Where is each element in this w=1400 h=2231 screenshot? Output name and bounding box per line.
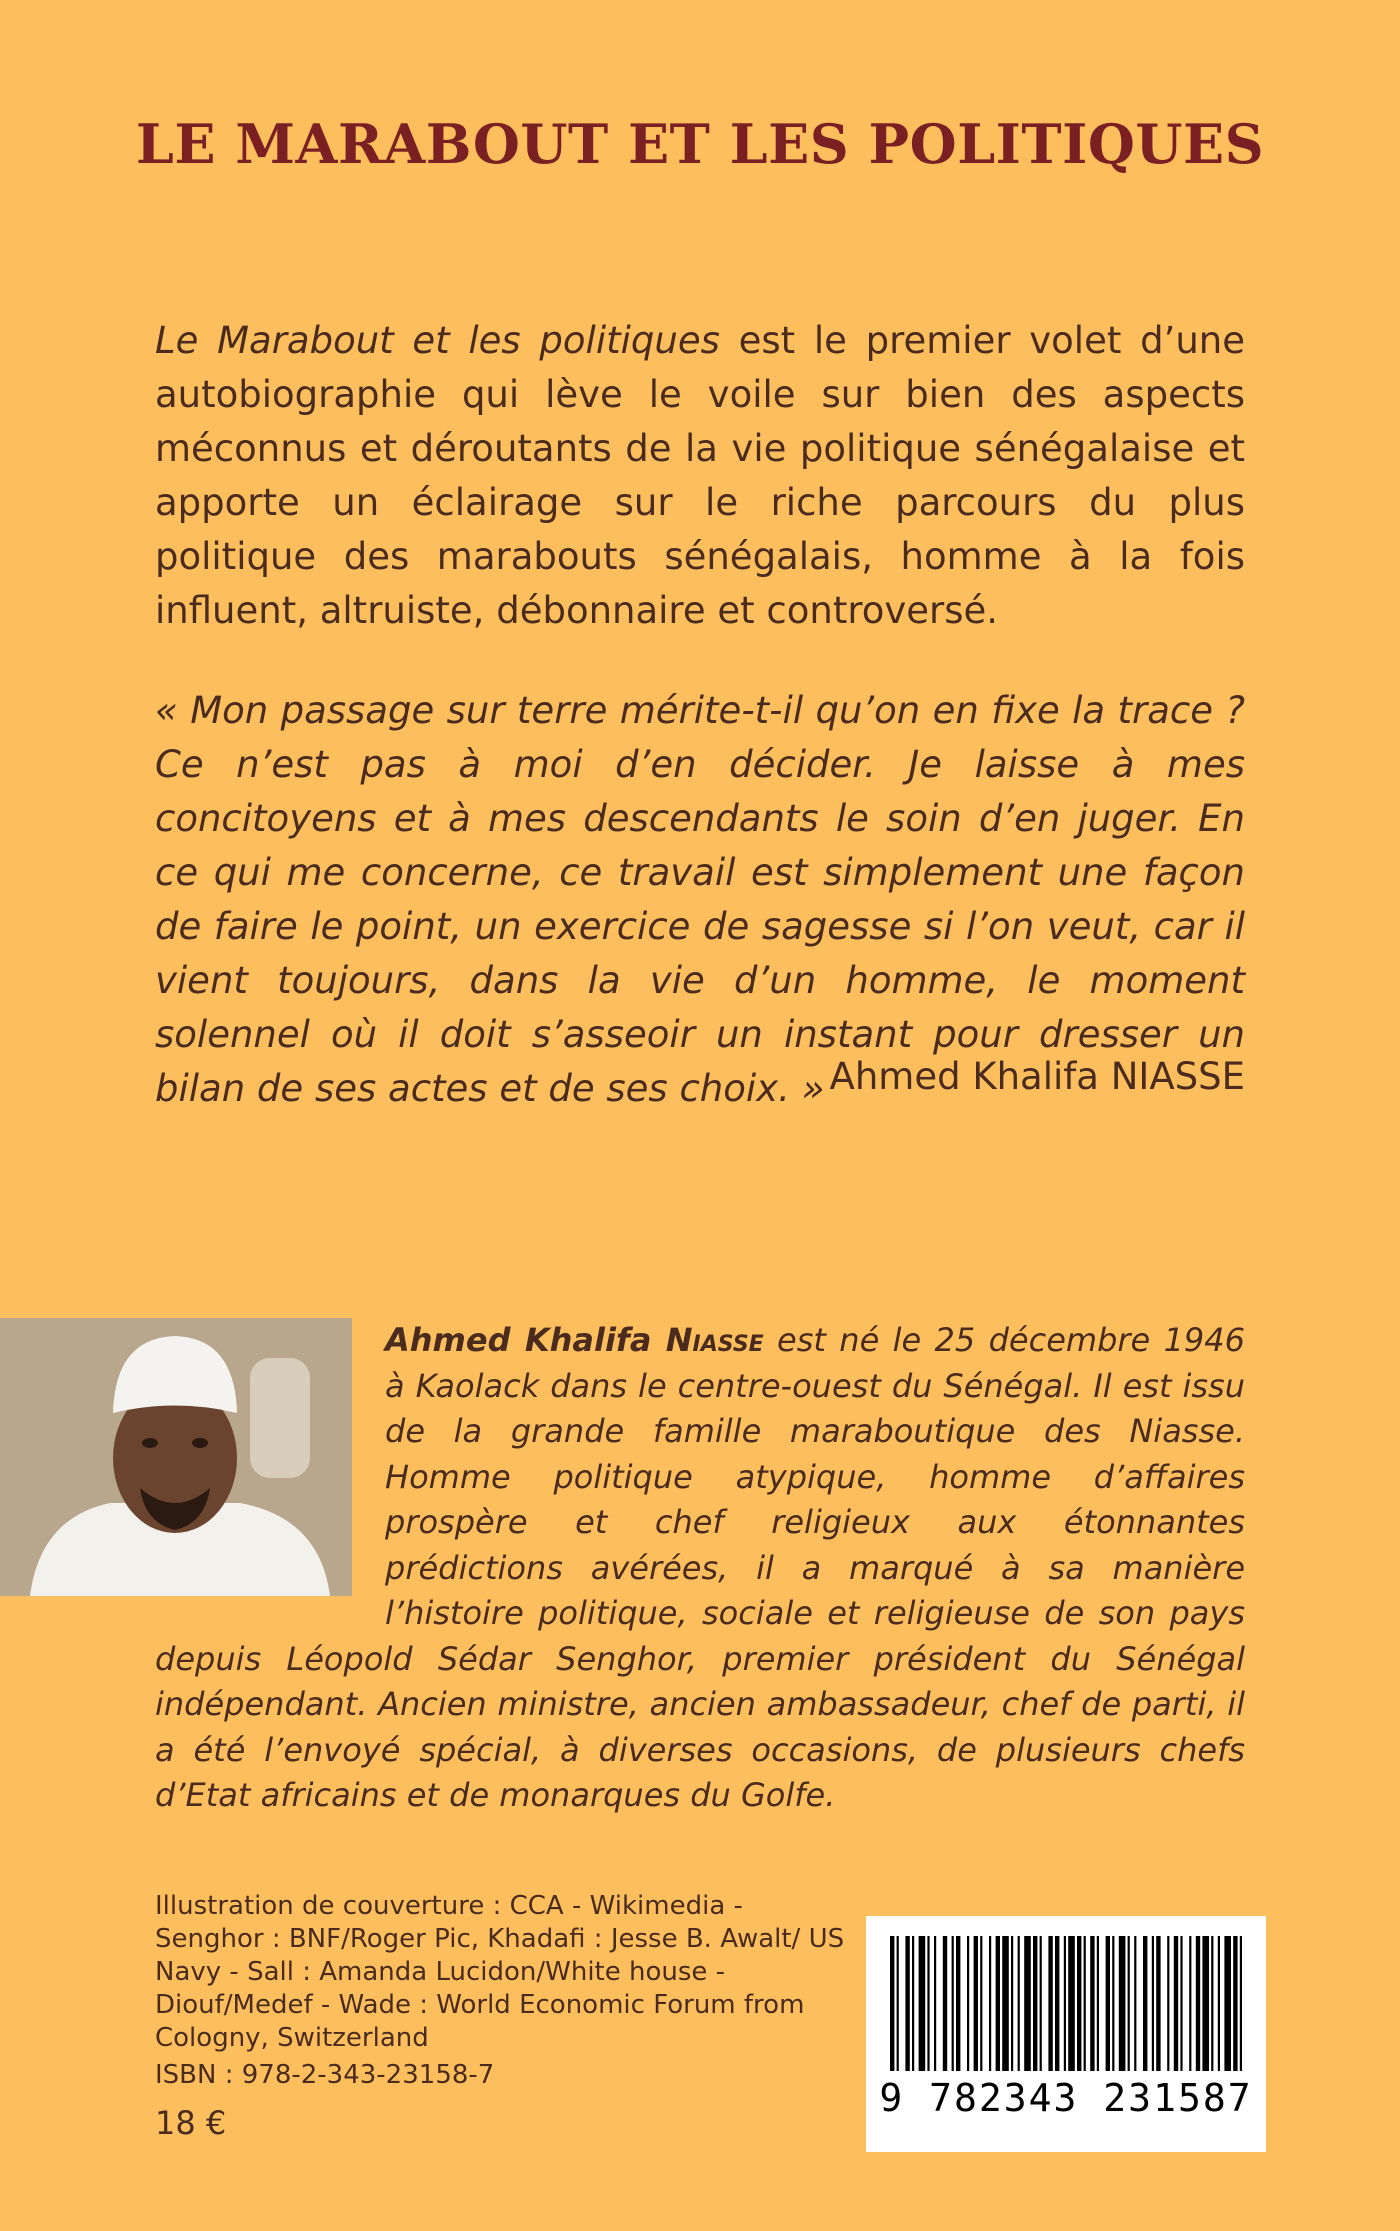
illustration-credits: Illustration de couverture : CCA - Wikimedia - Senghor : BNF/Roger Pic, Khadafi : Jesse B. Awalt/ US Navy - Sall : Amanda Lucidon/White house - Diouf/Medef - Wade : World Economic Forum from Cologny, Switzerland xyxy=(155,1891,845,2053)
barcode-bar xyxy=(1064,1936,1066,2071)
author-quote: « Mon passage sur terre mérite-t-il qu’on en fixe la trace ? Ce n’est pas à moi d’en décider. Je laisse à mes concitoyens et à mes descendants le soin d’en juger. En ce qui me concerne, ce travail est simplement une façon de faire le point, un exercice de sagesse si l’on veut, car il vient toujours, dans la vie d’un homme, le moment solennel où il doit s’asseoir un instant pour dresser un bilan de ses actes et de ses choix. » xyxy=(155,689,1245,1110)
barcode-bar xyxy=(1152,1936,1154,2071)
book-description xyxy=(155,314,1245,638)
barcode-bar xyxy=(974,1936,978,2071)
barcode-bar xyxy=(1119,1936,1126,2071)
barcode-bar xyxy=(1174,1936,1178,2071)
barcode-bar xyxy=(1143,1936,1147,2071)
barcode-bar xyxy=(1134,1936,1136,2071)
barcode-bar xyxy=(1084,1936,1086,2071)
barcode-bar xyxy=(989,1936,991,2071)
quote-author: Ahmed Khalifa NIASSE xyxy=(829,1055,1245,1098)
bio-text: est né le 25 décembre 1946 à Kaolack dans le centre-ouest du Sénégal. Il est issu de la grande famille maraboutique des Niasse. Homme politique atypique, homme d’affaires prospère et chef religieux aux étonnantes prédictions avérées, il a marqué à sa manière l’histoire politique, sociale et religieuse de son pays depuis Léopold Sédar Senghor, premier président du Sénégal indépendant. Ancien ministre, ancien ambassadeur, chef de parti, il a été l’envoyé spécial, à diverses occasions, de plusieurs chefs d’Etat africains et de monarques du Golfe. xyxy=(155,1321,1246,1814)
barcode-bar xyxy=(1156,1936,1160,2071)
barcode-bar xyxy=(1011,1936,1013,2071)
barcode-bar xyxy=(1240,1936,1242,2071)
price: 18 € xyxy=(155,2104,227,2142)
barcode-bar xyxy=(1106,1936,1110,2071)
barcode-bar xyxy=(952,1936,954,2071)
barcode-bar xyxy=(905,1936,909,2071)
barcode-bar xyxy=(1090,1936,1094,2071)
barcode xyxy=(866,1916,1266,2152)
barcode-bar xyxy=(934,1936,936,2071)
bio-author-last-name: Niasse xyxy=(665,1321,764,1359)
author-biography xyxy=(155,1318,1245,1819)
barcode-bar xyxy=(1196,1936,1200,2071)
barcode-bar xyxy=(1033,1936,1037,2071)
barcode-bar xyxy=(890,1936,894,2071)
barcode-bar xyxy=(919,1936,926,2071)
barcode-bar xyxy=(912,1936,914,2071)
barcode-bar xyxy=(1233,1936,1237,2071)
barcode-bar xyxy=(1097,1936,1099,2071)
barcode-bar xyxy=(1211,1936,1213,2071)
barcode-bar xyxy=(1224,1936,1231,2071)
barcode-bars xyxy=(890,1936,1242,2076)
barcode-bar xyxy=(1048,1936,1052,2071)
barcode-bar xyxy=(1180,1936,1182,2071)
barcode-bar xyxy=(1202,1936,1209,2071)
barcode-bar xyxy=(943,1936,947,2071)
barcode-bar xyxy=(1002,1936,1009,2071)
barcode-bar xyxy=(1218,1936,1220,2071)
description-text: est le premier volet d’une autobiographie qui lève le voile sur bien des aspects méconnus et déroutants de la vie politique sénégalaise et apporte un éclairage sur le riche parcours du plus politique des marabouts sénégalais, homme à la fois influent, altruiste, débonnaire et controversé. xyxy=(155,319,1245,632)
barcode-bar xyxy=(1040,1936,1042,2071)
book-title: LE MARABOUT ET LES POLITIQUES xyxy=(135,112,1265,176)
barcode-bar xyxy=(1077,1936,1081,2071)
barcode-bar xyxy=(897,1936,899,2071)
barcode-bar xyxy=(1055,1936,1059,2071)
barcode-bar xyxy=(996,1936,1000,2071)
barcode-bar xyxy=(1018,1936,1020,2071)
barcode-bar xyxy=(956,1936,960,2071)
barcode-bar xyxy=(927,1936,929,2071)
barcode-number: 9 782343 231587 xyxy=(879,2076,1253,2120)
barcode-bar xyxy=(1189,1936,1191,2071)
bio-author-first-name: Ahmed Khalifa xyxy=(385,1321,666,1359)
isbn: ISBN : 978-2-343-23158-7 xyxy=(155,2060,495,2090)
barcode-bar xyxy=(1112,1936,1114,2071)
barcode-bar xyxy=(980,1936,982,2071)
barcode-bar xyxy=(1167,1936,1169,2071)
description-book-title: Le Marabout et les politiques xyxy=(155,319,720,362)
barcode-bar xyxy=(1128,1936,1130,2071)
barcode-bar xyxy=(1068,1936,1075,2071)
barcode-bar xyxy=(967,1936,969,2071)
barcode-bar xyxy=(1024,1936,1031,2071)
